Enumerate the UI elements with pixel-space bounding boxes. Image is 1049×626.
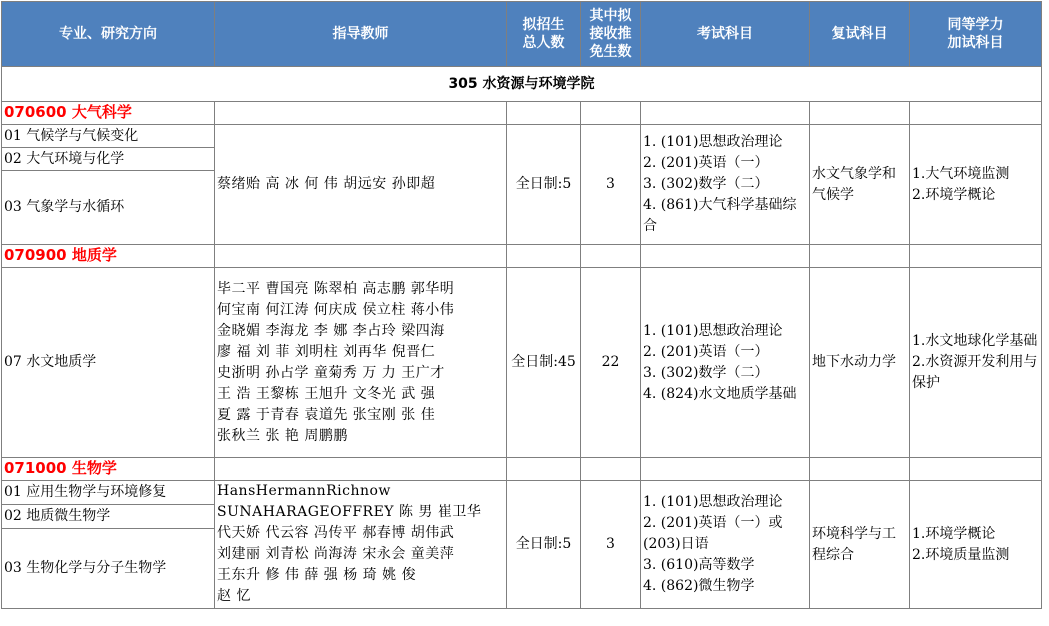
header-equiv: 同等学力 加试科目 [910, 2, 1042, 67]
total-enrollment: 全日制:5 [507, 125, 581, 245]
advisor-line: 张秋兰 张 艳 周鹏鹏 [217, 427, 348, 444]
header-total: 拟招生 总人数 [507, 2, 581, 67]
advisor-line: 王东升 修 伟 薛 强 杨 琦 姚 俊 [217, 567, 417, 583]
exam-subjects [641, 125, 810, 245]
direction-item: 02 大气环境与化学 [2, 148, 215, 171]
exam-item: 2. (201)英语（一） [643, 155, 769, 171]
retest-subject: 环境科学与工程综合 [810, 481, 910, 609]
advisor-line: 赵 忆 [217, 588, 251, 604]
exam-item: 3. (302)数学（二） [643, 364, 769, 381]
college-row [2, 67, 1042, 102]
exam-item: 1. (101)思想政治理论 [643, 494, 783, 510]
advisor-list [215, 268, 507, 458]
exam-item: 3. (302)数学（二） [643, 176, 769, 192]
major-name: 070600 大气科学 [2, 102, 215, 125]
advisor-line: 金晓媚 李海龙 李 娜 李占玲 梁四海 [217, 322, 445, 339]
advisor-line: 代天娇 代云容 冯传平 郝春博 胡伟武 [217, 525, 455, 541]
major-row [2, 458, 1042, 481]
exempt-count: 22 [581, 268, 641, 458]
equiv-item: 2.环境质量监测 [912, 546, 1010, 563]
header-retest: 复试科目 [810, 2, 910, 67]
direction-item: 01 应用生物学与环境修复 [2, 481, 215, 505]
equiv-item: 2.环境学概论 [912, 186, 996, 203]
equiv-item: 1.水文地球化学基础 [912, 333, 1038, 349]
retest-subject: 地下水动力学 [810, 268, 910, 458]
advisor-list [215, 481, 507, 609]
exam-item: 1. (101)思想政治理论 [643, 322, 783, 339]
direction-item: 03 生物化学与分子生物学 [2, 529, 215, 609]
exam-subjects [641, 268, 810, 458]
total-enrollment: 全日制:45 [507, 268, 581, 458]
advisor-line: 何宝南 何江涛 何庆成 侯立柱 蒋小伟 [217, 301, 455, 318]
direction-item: 07 水文地质学 [2, 268, 215, 458]
college-name: 305 水资源与环境学院 [2, 67, 1042, 102]
advisor-list: 蔡绪贻 高 冰 何 伟 胡远安 孙即超 [215, 125, 507, 245]
equiv-item: 1.环境学概论 [912, 525, 996, 542]
advisor-line: HansHermannRichnow [217, 483, 391, 499]
exam-item: 4. (824)水文地质学基础 [643, 385, 797, 402]
direction-item: 02 地质微生物学 [2, 505, 215, 529]
exam-item: 2. (201)英语（一）或(203)日语 [643, 515, 783, 552]
header-row [2, 2, 1042, 67]
equiv-item: 1.大气环境监测 [912, 165, 1010, 182]
exam-item: 2. (201)英语（一） [643, 343, 769, 360]
exam-item: 4. (862)微生物学 [643, 578, 755, 594]
retest-subject: 水文气象学和气候学 [810, 125, 910, 245]
exam-item: 4. (861)大气科学基础综合 [643, 197, 797, 234]
equiv-subjects [910, 125, 1042, 245]
direction-item: 03 气象学与水循环 [2, 171, 215, 245]
exempt-count: 3 [581, 125, 641, 245]
advisor-line: 夏 露 于青春 袁道先 张宝刚 张 佳 [217, 406, 436, 423]
major-row [2, 102, 1042, 125]
major-name: 070900 地质学 [2, 245, 215, 268]
admissions-table [1, 1, 1042, 609]
major-row [2, 245, 1042, 268]
equiv-subjects [910, 481, 1042, 609]
advisor-line: 王 浩 王黎栋 王旭升 文冬光 武 强 [217, 385, 436, 402]
header-advisor: 指导教师 [215, 2, 507, 67]
major-name: 071000 生物学 [2, 458, 215, 481]
exempt-count: 3 [581, 481, 641, 609]
direction-item: 01 气候学与气候变化 [2, 125, 215, 148]
advisor-line: 史浙明 孙占学 童菊秀 万 力 王广才 [217, 364, 445, 381]
exam-subjects [641, 481, 810, 609]
advisor-line: SUNAHARAGEOFFREY 陈 男 崔卫华 [217, 504, 482, 520]
advisor-line: 毕二平 曹国亮 陈翠柏 高志鹏 郭华明 [217, 280, 455, 297]
header-exam: 考试科目 [641, 2, 810, 67]
exam-item: 3. (610)高等数学 [643, 557, 755, 573]
advisor-line: 廖 福 刘 菲 刘明柱 刘再华 倪晋仁 [217, 343, 436, 360]
header-major: 专业、研究方向 [2, 2, 215, 67]
exam-item: 1. (101)思想政治理论 [643, 134, 783, 150]
header-exempt: 其中拟 接收推 免生数 [581, 2, 641, 67]
advisor-line: 刘建丽 刘青松 尚海涛 宋永会 童美萍 [217, 546, 455, 562]
equiv-item: 2.水资源开发利用与保护 [912, 354, 1038, 391]
total-enrollment: 全日制:5 [507, 481, 581, 609]
equiv-subjects [910, 268, 1042, 458]
